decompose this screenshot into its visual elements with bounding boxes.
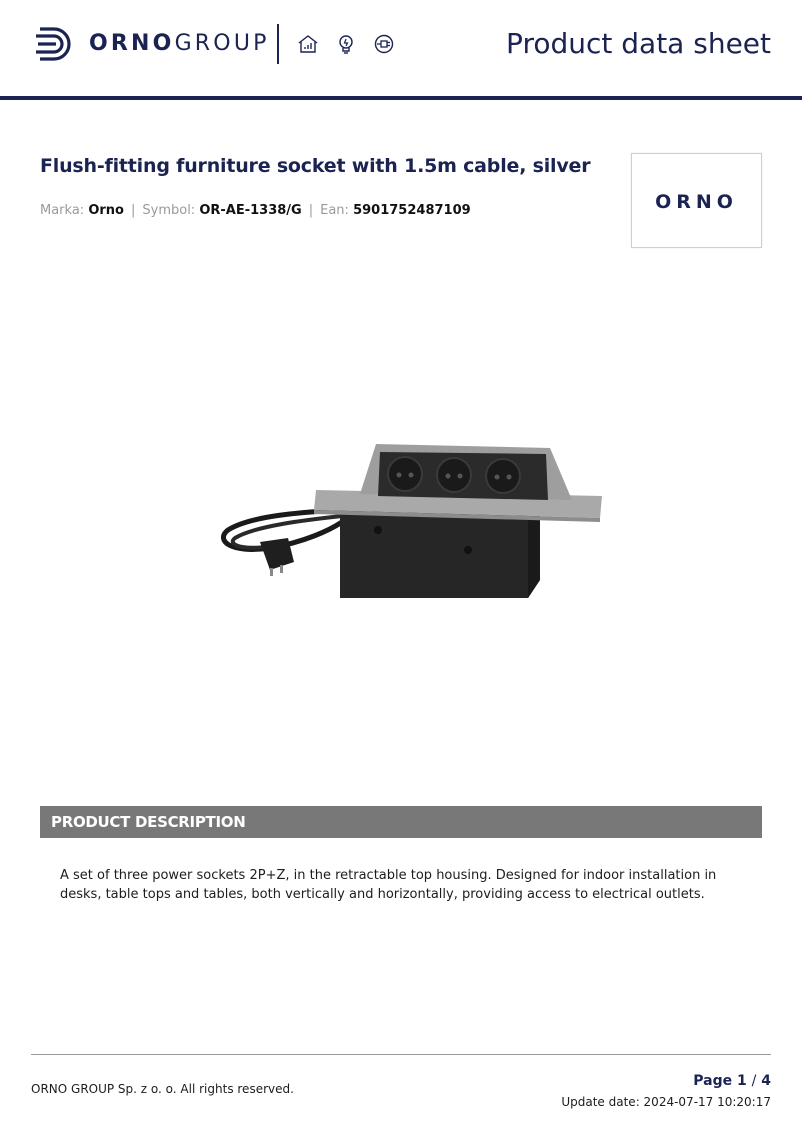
symbol-label: Symbol: [142, 203, 196, 218]
product-meta [40, 202, 471, 220]
page-current: 1 [737, 1073, 747, 1089]
brand-label: Marka: [40, 203, 85, 218]
brand-logo: ORNO [655, 191, 738, 213]
brand-value: Orno [88, 203, 124, 218]
page-total: 4 [761, 1073, 771, 1089]
product-title: Flush-fitting furniture socket with 1.5m cable, silver [40, 155, 591, 177]
section-title: PRODUCT DESCRIPTION [51, 813, 246, 831]
ean-value: 5901752487109 [353, 203, 471, 218]
symbol-value: OR-AE-1338/G [199, 203, 302, 218]
page-header [0, 0, 802, 98]
product-description-header [40, 806, 762, 838]
orno-logo-icon [34, 24, 76, 64]
document-title: Product data sheet [506, 27, 771, 60]
meta-separator: | [308, 203, 314, 218]
product-description-text: A set of three power sockets 2P+Z, in the retractable top housing. Designed for indoor installation in desks, table tops and tables, both vertically and horizontally, providing access to electrical outlets. [60, 868, 717, 902]
light-bulb-icon [335, 33, 357, 55]
plug-icon [373, 33, 395, 55]
brand-logo-box [631, 153, 762, 248]
home-signal-icon [297, 33, 319, 55]
header-divider [277, 24, 279, 64]
page-label: Page [693, 1073, 733, 1089]
product-photo [210, 430, 610, 610]
meta-separator: | [130, 203, 136, 218]
header-rule [0, 96, 802, 100]
orno-group-wordmark: ORNOGROUP [89, 31, 270, 56]
copyright-text: ORNO GROUP Sp. z o. o. All rights reserved. [31, 1082, 294, 1096]
ean-label: Ean: [320, 203, 349, 218]
footer-rule [31, 1054, 771, 1055]
update-date: Update date: 2024-07-17 10:20:17 [561, 1095, 771, 1109]
page-number: Page 1 / 4 [693, 1073, 771, 1089]
